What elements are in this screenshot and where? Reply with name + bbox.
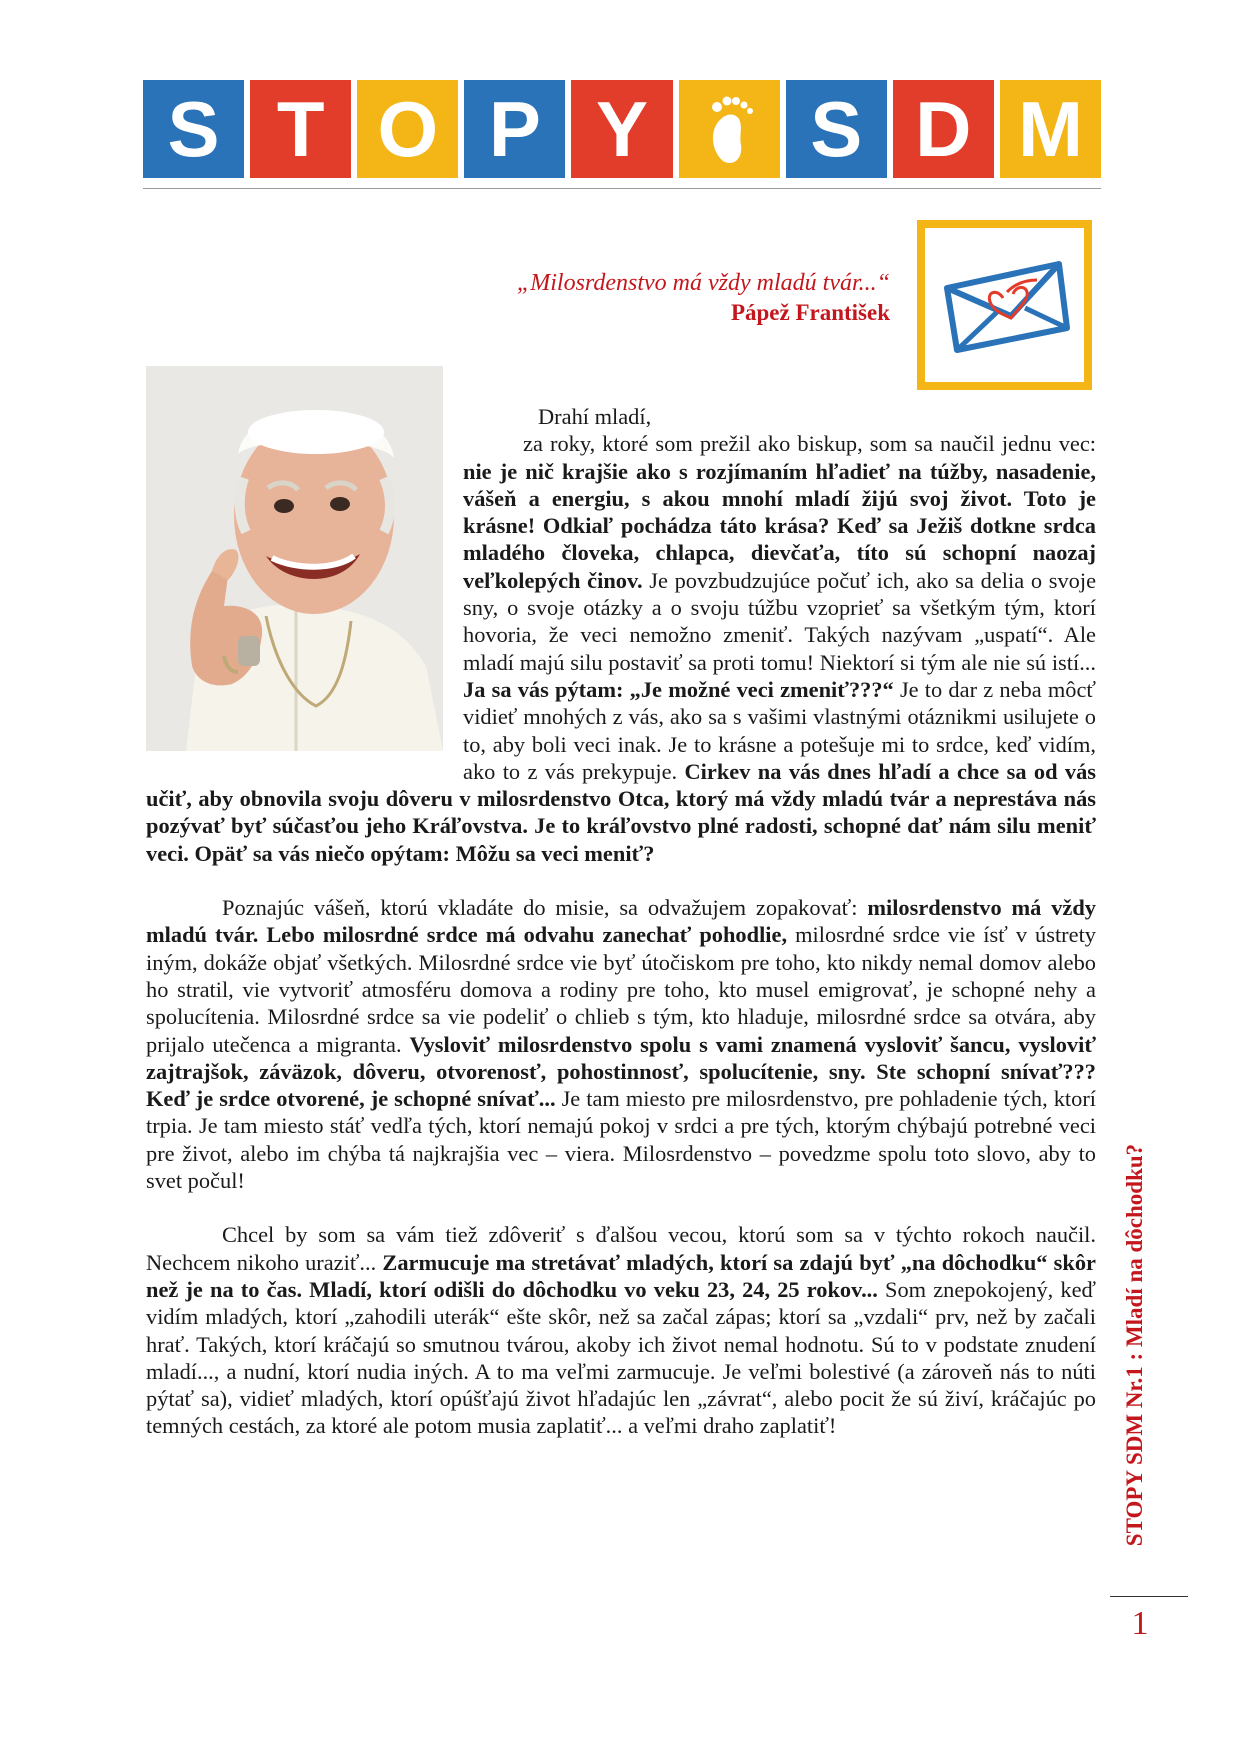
- envelope-heart-icon: [941, 258, 1071, 358]
- emphasis-text: nie je nič krajšie ako s rozjímaním hľadieť na túžby, nasadenie, vášeň a energiu, s akou mnohí mladí žijú svoj život. Toto je krásne! Odkiaľ pochádza táto krása? Keď sa Ježiš dotkne srdca mladého človeka, chlapca, dievčaťa, títo sú schopní naozaj veľkolepých činov.: [463, 458, 1096, 593]
- body-text-run: Chcel by som sa vám tiež zdôveriť s ďalšou vecou, ktorú som sa v týchto rokoch naučil. Nechcem nikoho uraziť...: [146, 1222, 1096, 1275]
- body-text-run: Je to dar z neba môcť vidieť mnohých z vás, ako sa s vašimi vlastnými otáznikmi usilujete o to, aby boli veci inak. Je to krásne a potešuje mi to srdce, keď vidím, ako to z vás prekypuje.: [463, 676, 1096, 784]
- emphasis-text: milosrdenstvo má vždy mladú tvár. Lebo milosrdné srdce má odvahu zanechať pohodlie,: [146, 895, 1096, 948]
- body-text-run: Poznajúc vášeň, ktorú vkladáte do misie, sa odvažujem zopakovať:: [222, 895, 868, 921]
- body-text-run: Je tam miesto pre milosrdenstvo, pre pohladenie tých, ktorí trpia. Je tam miesto stáť vedľa tých, ktorí nemajú pokoj v srdci a pre tých, ktorým chýbajú potrebné veci pre život, alebo im chýba tá najkrajšia vec – viera. Milosrdenstvo – povedzme spolu toto slovo, aby to svet počul!: [146, 1086, 1097, 1194]
- emphasis-text: Vysloviť milosrdenstvo spolu s vami znamená vysloviť šancu, vysloviť zajtrajšok, záväzok, dôveru, otvorenosť, pohostinnosť, spolucítenie, sny. Ste schopní snívať??? Keď je srdce otvorené, je schopné snívať...: [146, 1031, 1096, 1112]
- body-text-run: milosrdné srdce vie ísť v ústrety iným, dokáže objať všetkých. Milosrdné srdce vie byť útočiskom pre toho, kto nikdy nemal domov alebo ho stratil, vie vytvoriť atmosféru domova a rodiny pre toho, kto musel emigrovať, je schopné nehy a spolucítenia. Milosrdné srdce sa vie podeliť o chlieb s tým, kto hladuje, milosrdné srdce sa otvára, aby prijalo utečenca a migranta.: [146, 922, 1096, 1057]
- body-text-run: Je povzbudzujúce počuť ich, ako sa delia o svoje sny, o svoje otázky a o svoju túžbu vzoprieť sa všetkým tým, ktorí hovoria, že veci nemožno zmeniť. Takých nazývam „uspatí“. Ale mladí majú silu postaviť sa proti tomu! Niektorí si tým ale nie sú istí...: [463, 567, 1097, 675]
- logo-tile-letter: S: [786, 80, 887, 178]
- footprint-icon: [699, 89, 759, 169]
- salutation: Drahí mladí,: [538, 404, 652, 429]
- issue-title: STOPY SDM Nr.1 : Mladí na dôchodku?: [1122, 1143, 1147, 1547]
- header-divider: [143, 188, 1101, 189]
- side-running-title: [1115, 1100, 1155, 1590]
- letter-body: [146, 403, 1096, 1440]
- body-text-run: Som znepokojený, keď vidím mladých, ktorí „zahodili uterák“ ešte skôr, než sa začal zápas; ktorí sa „vzdali“ prv, než by začali hrať. Takých, ktorí kráčajú so smutnou tvárou, akoby ich život nemal hodnotu. Sú to v podstate znudení mladí..., a nudní, ktorí nudia iných. A to ma veľmi zarmucuje. Je veľmi bolestivé (a zároveň nás to núti pýtať sa), vidieť mladých, ktorí opúšťajú život hľadajúc len „závrat“, alebo pocit že sú živí, kráčajúc po temných cestách, za ktoré ale potom musia zaplatiť... a veľmi draho zaplatiť!: [146, 1276, 1096, 1439]
- page-number: 1: [1131, 1605, 1149, 1642]
- logo-tile-letter: S: [143, 80, 244, 178]
- paragraph-2: [146, 894, 1096, 1194]
- logo-tile-footprint: [679, 80, 780, 178]
- footer-divider: [1110, 1596, 1188, 1597]
- epigraph: [440, 268, 890, 328]
- logo-tile-letter: M: [1000, 80, 1101, 178]
- epigraph-quote: „Milosrdenstvo má vždy mladú tvár...“: [516, 270, 890, 296]
- paragraph-3: [146, 1221, 1096, 1439]
- body-text-run: za roky, ktoré som prežil ako biskup, som sa naučil jednu vec:: [523, 431, 1096, 457]
- emphasis-text: Ja sa vás pýtam: „Je možné veci zmeniť???“: [463, 676, 894, 702]
- emphasis-text: Zarmucuje ma stretávať mladých, ktorí sa zdajú byť „na dôchodku“ skôr než je na to čas. Mladí, ktorí odišli do dôchodku vo veku 23, 24, 25 rokov...: [146, 1249, 1096, 1302]
- logo-tile-letter: O: [357, 80, 458, 178]
- masthead-logo: [143, 80, 1101, 178]
- logo-tile-letter: Y: [571, 80, 672, 178]
- logo-tile-letter: T: [250, 80, 351, 178]
- logo-tile-letter: P: [464, 80, 565, 178]
- emphasis-text: Cirkev na vás dnes hľadí a chce sa od vás učiť, aby obnovila svoju dôveru v milosrdenstvo Otca, ktorý má vždy mladú tvár a neprestáva nás pozývať byť súčasťou jeho Kráľovstva. Je to kráľovstvo plné radosti, schopné dať nám silu meniť veci. Opäť sa vás niečo opýtam: Môžu sa veci meniť?: [146, 758, 1096, 866]
- envelope-frame: [917, 220, 1092, 390]
- epigraph-author: Pápež František: [730, 300, 890, 325]
- logo-tile-letter: D: [893, 80, 994, 178]
